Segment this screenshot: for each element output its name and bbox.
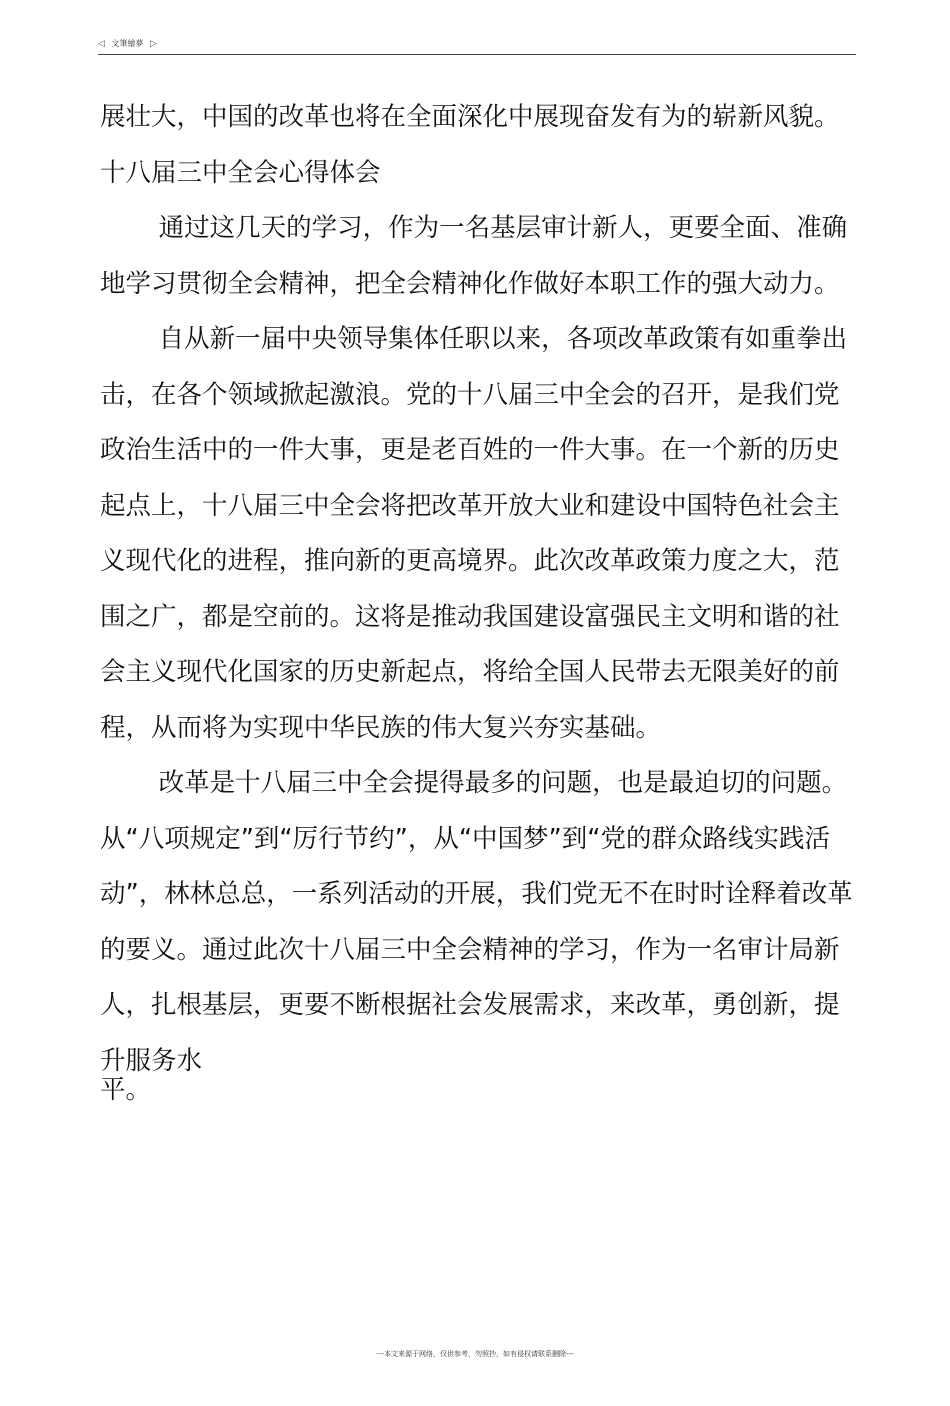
left-triangle-icon: ◁ [98,39,105,49]
page-footer: ---本文来源于网络，仅供参考，勿照抄，如有侵权请联系删除--- [376,1350,574,1358]
paragraph-reform-policy: 自从新一届中央领导集体任职以来，各项改革政策有如重拳出击，在各个领域掀起激浪。党的十八届三中全会的召开，是我们党政治生活中的一件大事，更是老百姓的一件大事。在一个新的历史起点上，十八届三中全会将把改革开放大业和建设中国特色社会主义现代化的进程，推向新的更高境界。此次改革政策力度之大，范围之广，都是空前的。这将是推动我国建设富强民主文明和谐的社会主义现代化国家的历史新起点，将给全国人民带去无限美好的前程，从而将为实现中华民族的伟大复兴夯实基础。 [100,324,848,743]
right-triangle-icon: ▷ [150,39,157,49]
paragraph-intro: 通过这几天的学习，作为一名基层审计新人，更要全面、准确地学习贯彻全会精神，把全会精神化作做好本职工作的强大动力。 [100,213,848,299]
paragraph-tail: 平。 [100,1075,152,1105]
page-header [98,38,856,55]
document-body [100,90,860,1103]
paragraph-reform-focus: 改革是十八届三中全会提得最多的问题，也是最迫切的问题。从“八项规定”到“厉行节约”，从“中国梦”到“党的群众路线实践活动”，林林总总，一系列活动的开展，我们党无不在时时诠释着改革的要义。通过此次十八届三中全会精神的学习，作为一名审计局新人，扎根基层，更要不断根据社会发展需求，来改革，勇创新，提升服务水 [100,768,853,1076]
header-title: 文筆繪夢 [111,39,144,48]
paragraph-continuation: 展壮大，中国的改革也将在全面深化中展现奋发有为的崭新风貌。 [100,102,840,132]
section-heading: 十八届三中全会心得体会 [100,157,381,188]
